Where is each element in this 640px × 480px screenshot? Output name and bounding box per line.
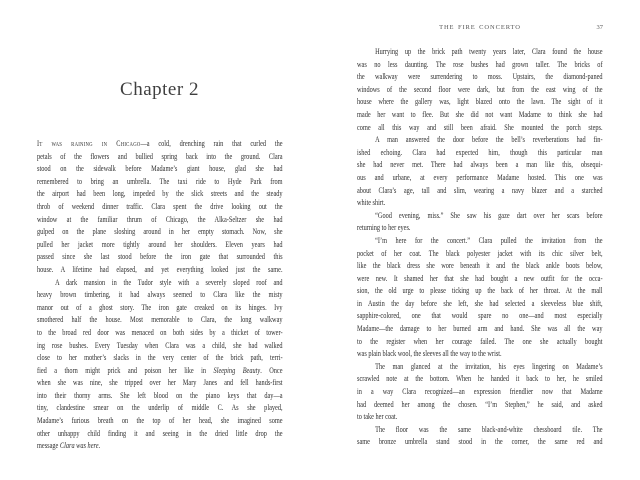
text-line bbox=[357, 122, 603, 135]
text-segment: in a way Clara recognized—an expression friendlier now that Madame bbox=[357, 387, 603, 397]
text-segment: passed since she last stood before the iron gate that surrounded this bbox=[37, 252, 283, 262]
text-segment: she had never met. There had always been a man like this, obsequi- bbox=[357, 160, 603, 170]
text-line bbox=[37, 390, 283, 403]
text-segment: close to her mother’s slacks in the very center of the brick path, terri- bbox=[37, 353, 283, 363]
text-segment: like the black dress she wore beneath it and the black ankle boots below, bbox=[357, 261, 603, 271]
left-text-column bbox=[37, 138, 283, 453]
text-line bbox=[37, 428, 283, 441]
text-segment: other unhappy child finding it and seeing in the dried little drop the bbox=[37, 428, 283, 438]
italic-phrase: Clara was here bbox=[59, 441, 99, 451]
text-segment: to take her coat. bbox=[357, 412, 398, 422]
text-segment: sapphire-colored, one that would spare no one—and most especially bbox=[357, 311, 603, 321]
running-header-row bbox=[357, 24, 603, 34]
text-segment: throb of weekend dinner traffic. Clara spent the drive looking out the bbox=[37, 201, 283, 211]
text-line bbox=[357, 424, 603, 437]
text-segment: white shirt. bbox=[357, 198, 386, 208]
text-line bbox=[37, 251, 283, 264]
text-line bbox=[357, 71, 603, 84]
text-line bbox=[37, 302, 283, 315]
text-segment: ous and urbane, at every performance Madame hosted. This one was bbox=[357, 172, 603, 182]
text-segment: gulped on the plane sloshing around in her empty stomach. Now, she bbox=[37, 227, 283, 237]
text-line bbox=[357, 159, 603, 172]
text-line bbox=[37, 188, 283, 201]
text-line bbox=[37, 327, 283, 340]
text-line bbox=[357, 197, 603, 210]
text-line bbox=[37, 138, 283, 151]
text-line bbox=[357, 210, 603, 223]
text-segment: heavy brown timbering, it had always seemed to Clara like the misty bbox=[37, 290, 283, 300]
text-line bbox=[357, 248, 603, 261]
text-segment: ing rose bushes. Every Tuesday when Clara was a child, she had walked bbox=[37, 340, 283, 350]
text-segment: Madame—the damage to her burned arm and hand. She was all the way bbox=[357, 324, 603, 334]
text-line bbox=[357, 361, 603, 374]
text-line bbox=[37, 377, 283, 390]
text-segment: was plain black wool, the sleeves all the way to the wrist. bbox=[357, 349, 502, 359]
text-line bbox=[357, 436, 603, 449]
text-line bbox=[357, 386, 603, 399]
text-segment: returning to her eyes. bbox=[357, 223, 411, 233]
text-segment: Hurrying up the brick path twenty years later, Clara found the house bbox=[375, 47, 603, 56]
text-line bbox=[37, 352, 283, 365]
text-line bbox=[357, 399, 603, 412]
left-page bbox=[37, 0, 282, 480]
text-segment: The man glanced at the invitation, his eyes lingering on Madame’s bbox=[375, 361, 603, 371]
text-line bbox=[357, 348, 603, 361]
text-line bbox=[357, 109, 603, 122]
text-line bbox=[357, 323, 603, 336]
text-line bbox=[357, 84, 603, 97]
text-segment: “I’m here for the concert.” Clara pulled the invitation from the bbox=[375, 235, 603, 245]
text-line bbox=[357, 260, 603, 273]
text-segment: sion, the old urge to please ticking up the back of her throat. At the mall bbox=[357, 286, 603, 296]
text-line bbox=[357, 273, 603, 286]
text-segment: into their thorny arms. She left blood on the piano keys that day—a bbox=[37, 390, 283, 400]
running-header: THE FIRE CONCERTO bbox=[439, 24, 521, 31]
text-line bbox=[357, 185, 603, 198]
text-segment: A man answered the door before the bell’s reverberations had fin- bbox=[375, 135, 603, 145]
text-segment: smothered half the house. Most memorable to Clara, the long walkway bbox=[37, 315, 283, 325]
text-segment: petals of the flowers and bullied spring back into the ground. Clara bbox=[37, 151, 283, 161]
text-segment: remembered to bring an umbrella. The taxi ride to Hyde Park from bbox=[37, 176, 283, 186]
small-caps-phrase: It was raining in Chicago bbox=[37, 139, 141, 148]
text-segment: window at the familiar thrum of Chicago, the Alka-Seltzer she had bbox=[37, 214, 283, 224]
text-line bbox=[37, 163, 283, 176]
text-line bbox=[357, 298, 603, 311]
text-line bbox=[357, 310, 603, 323]
text-line bbox=[37, 226, 283, 239]
text-line bbox=[357, 336, 603, 349]
text-segment: message bbox=[37, 441, 60, 451]
text-segment: . bbox=[98, 441, 101, 451]
text-line bbox=[37, 365, 283, 378]
text-line bbox=[37, 151, 283, 164]
text-segment: fied a thorn might prick and poison her like in bbox=[37, 365, 214, 375]
text-line bbox=[357, 46, 603, 59]
text-line bbox=[37, 289, 283, 302]
text-line bbox=[37, 264, 283, 277]
text-segment: was no less daunting. The rose bushes had grown taller. The bricks of bbox=[357, 59, 603, 69]
text-line bbox=[37, 239, 283, 252]
text-line bbox=[357, 222, 603, 235]
text-line bbox=[357, 172, 603, 185]
text-line bbox=[37, 314, 283, 327]
text-segment: in Austin the day before she left, she had selected a sleeveless blue shift, bbox=[357, 298, 603, 308]
text-segment: house. A lifetime had elapsed, and yet everything looked just the same. bbox=[37, 264, 283, 274]
chapter-title: Chapter 2 bbox=[120, 79, 199, 100]
text-segment: come all this way and still been afraid. She mounted the porch steps. bbox=[357, 122, 603, 132]
text-line bbox=[357, 235, 603, 248]
text-segment: stood on the sidewalk before Madame’s giant house, glad she had bbox=[37, 164, 283, 174]
text-segment: the airport had been long, impeded by the slick streets and the steady bbox=[37, 189, 283, 199]
right-text-column bbox=[357, 46, 603, 449]
text-line bbox=[37, 402, 283, 415]
text-segment: The floor was the same black-and-white chessboard tile. The bbox=[375, 424, 603, 434]
text-segment: about Clara’s age, tall and slim, wearing a navy blazer and a starched bbox=[357, 185, 603, 195]
text-segment: the walkway were surrendering to moss. Upstairs, the diamond-paned bbox=[357, 72, 603, 82]
text-segment: pulled her jacket more tightly around her shoulders. Eleven years had bbox=[37, 239, 283, 249]
text-line bbox=[37, 340, 283, 353]
text-segment: manor out of a ghost story. The iron gate creaked on its hinges. Ivy bbox=[37, 302, 283, 312]
text-line bbox=[357, 147, 603, 160]
right-page bbox=[357, 0, 603, 480]
text-segment: scrawled note at the bottom. When he handed it back to her, he smiled bbox=[357, 374, 603, 384]
text-segment: pocket of her coat. The black polyester jacket with its chic silver belt, bbox=[357, 248, 603, 258]
text-line bbox=[357, 134, 603, 147]
text-segment: made her want to flee. But she did not want Madame to think she had bbox=[357, 109, 603, 119]
text-segment: windows of the second floor were dark, but from the east wing of the bbox=[357, 84, 603, 94]
italic-phrase: Sleeping Beauty bbox=[213, 365, 261, 375]
text-line bbox=[357, 411, 603, 424]
text-segment: A dark mansion in the Tudor style with a severely sloped roof and bbox=[55, 277, 283, 287]
text-segment: —a cold, drenching rain that curled the bbox=[140, 139, 283, 148]
text-segment: “Good evening, miss.” She saw his gaze dart over her scars before bbox=[375, 210, 603, 220]
text-line bbox=[357, 59, 603, 72]
page-number: 37 bbox=[596, 24, 603, 31]
text-segment: to the broad red door was menaced on both sides by a thicket of tower- bbox=[37, 327, 283, 337]
text-line bbox=[357, 285, 603, 298]
text-segment: tiny, clandestine smear on the underlip of middle C. As she played, bbox=[37, 403, 283, 413]
text-line bbox=[37, 415, 283, 428]
text-line bbox=[357, 96, 603, 109]
text-line bbox=[37, 440, 283, 453]
text-segment: house where the gallery was, light blazed onto the lawn. The sight of it bbox=[357, 97, 603, 107]
text-segment: ished echoing. Clara had expected him, though this particular man bbox=[357, 147, 603, 157]
text-line bbox=[37, 214, 283, 227]
text-segment: when she was nine, she tripped over her Mary Janes and fell hands-first bbox=[37, 378, 283, 388]
text-line bbox=[37, 201, 283, 214]
text-line bbox=[37, 277, 283, 290]
text-segment: had deemed her among the chosen. “I’m Stephen,” he said, and asked bbox=[357, 399, 603, 409]
text-segment: . Once bbox=[260, 365, 283, 375]
text-segment: to the register when her courage failed. The one she actually bought bbox=[357, 336, 603, 346]
text-segment: Madame’s furious breath on the top of her head, she imagined some bbox=[37, 416, 283, 426]
text-line bbox=[37, 176, 283, 189]
text-segment: were new. It shamed her that she had bought a new outfit for the occa- bbox=[357, 273, 603, 283]
text-segment: same bronze umbrella stand stood in the corner, the same red and bbox=[357, 437, 603, 447]
text-line bbox=[357, 373, 603, 386]
